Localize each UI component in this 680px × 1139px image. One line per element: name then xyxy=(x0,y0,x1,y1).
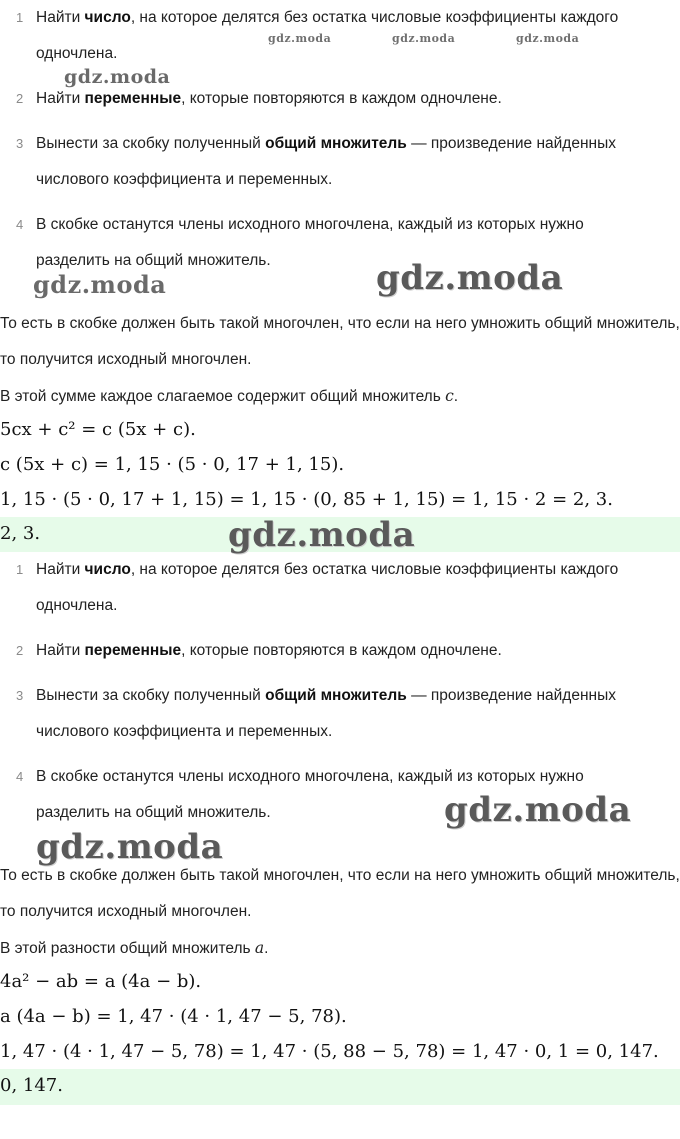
watermark: gdz.moda xyxy=(392,32,456,45)
step-text: Вынести за скобку полученный общий множитель — произведение найденных числового коэффициента и переменных. xyxy=(36,135,616,188)
equation-3: 1, 47 · (4 · 1, 47 − 5, 78) = 1, 47 · (5, 88 − 5, 78) = 1, 47 · 0, 1 = 0, 147. xyxy=(0,1041,659,1062)
answer-box: 0, 147. xyxy=(0,1069,680,1105)
note-text: В этой разности общий множитель a. xyxy=(0,939,269,957)
step-text: Вынести за скобку полученный общий множитель — произведение найденных числового коэффициента и переменных. xyxy=(36,687,616,740)
watermark: gdz.moda xyxy=(268,32,332,45)
equation-2: c (5x + c) = 1, 15 · (5 · 0, 17 + 1, 15). xyxy=(0,454,345,475)
step-text: Найти переменные, которые повторяются в каждом одночлене. xyxy=(36,642,502,659)
step-number: 2 xyxy=(16,91,24,106)
explanation-text: То есть в скобке должен быть такой многочлен, что если на него умножить общий множитель, то получится исходный многочлен. xyxy=(0,315,680,368)
watermark: gdz.moda xyxy=(376,258,564,298)
watermark: gdz.moda xyxy=(64,66,171,88)
watermark: gdz.moda xyxy=(228,515,416,555)
step-number: 1 xyxy=(16,562,24,577)
step-text: Найти число, на которое делятся без остатка числовые коэффициенты каждого одночлена. xyxy=(36,9,619,62)
watermark: gdz.moda xyxy=(444,790,632,830)
watermark: gdz.moda xyxy=(516,32,580,45)
equation-1: 5cx + c² = c (5x + c). xyxy=(0,419,196,440)
explanation-text: То есть в скобке должен быть такой многочлен, что если на него умножить общий множитель, то получится исходный многочлен. xyxy=(0,867,680,920)
watermark: gdz.moda xyxy=(36,827,224,867)
step-number: 3 xyxy=(16,688,24,703)
step-number: 1 xyxy=(16,10,24,25)
step-number: 3 xyxy=(16,136,24,151)
step-number: 2 xyxy=(16,643,24,658)
equation-2: a (4a − b) = 1, 47 · (4 · 1, 47 − 5, 78). xyxy=(0,1006,347,1027)
step-text: В скобке останутся члены исходного многочлена, каждый из которых нужно разделить на общий множитель. xyxy=(36,216,584,269)
equation-1: 4a² − ab = a (4a − b). xyxy=(0,971,202,992)
equation-3: 1, 15 · (5 · 0, 17 + 1, 15) = 1, 15 · (0, 85 + 1, 15) = 1, 15 · 2 = 2, 3. xyxy=(0,489,613,510)
step-text: В скобке останутся члены исходного многочлена, каждый из которых нужно разделить на общий множитель. xyxy=(36,768,584,821)
watermark: gdz.moda xyxy=(33,270,167,299)
answer-box: 2, 3. xyxy=(0,517,680,552)
step-number: 4 xyxy=(16,217,24,232)
step-text: Найти число, на которое делятся без остатка числовые коэффициенты каждого одночлена. xyxy=(36,561,619,614)
note-text: В этой сумме каждое слагаемое содержит общий множитель c. xyxy=(0,387,459,405)
step-number: 4 xyxy=(16,769,24,784)
step-text: Найти переменные, которые повторяются в каждом одночлене. xyxy=(36,90,502,107)
